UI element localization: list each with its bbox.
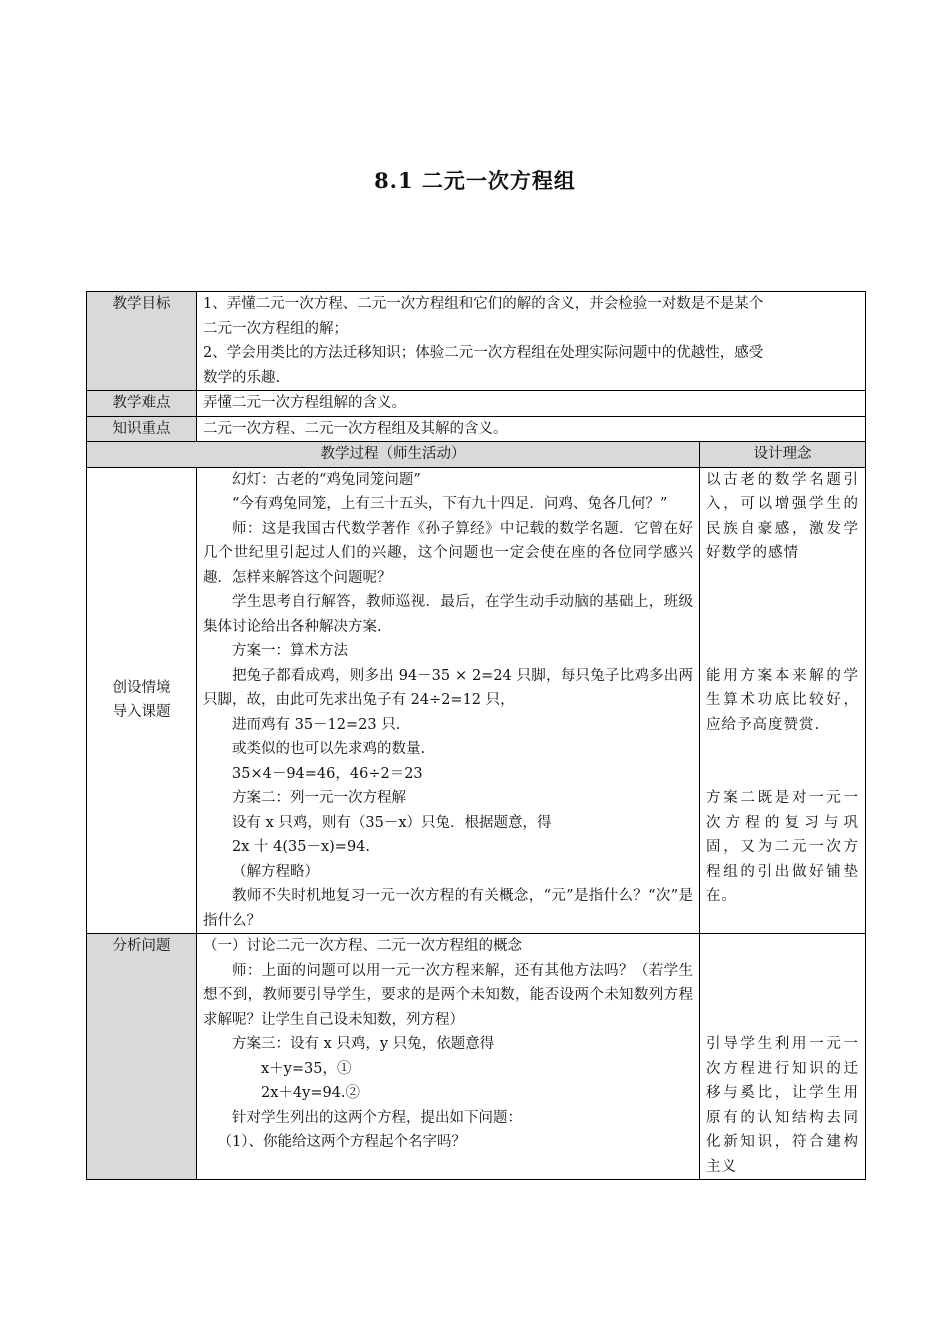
objectives-content [197,292,866,391]
equation-1: x＋y=35，① [261,1060,352,1077]
concept-note: 能用方案本来解的学生算术功底比较好，应给予高度赞赏. [706,667,860,733]
row-difficulty [87,391,866,417]
analysis-process [197,934,700,1180]
objective-line: 2、学会用类比的方法迁移知识；体验二元一次方程组在处理实际问题中的优越性，感受 [203,345,764,361]
intro-concept [700,467,866,934]
label-intro [87,467,197,934]
analysis-question: （1）、你能给这两个方程起个名字吗？ [217,1134,466,1150]
page-title: 8.1 二元一次方程组 [374,168,576,193]
intro-paragraph: 幻灯：古老的“鸡兔同笼问题” [232,471,421,488]
analysis-concept [700,934,866,1180]
header-concept: 设计理念 [700,442,866,468]
concept-note: 引导学生利用一元一次方程进行知识的迁移与奚比，让学生用原有的认知结构去同化新知识，符合建构主义 [706,1036,860,1175]
concept-note: 以古老的数学名题引入，可以增强学生的民族自豪感，激发学好数学的感情 [706,471,860,561]
label-difficulty: 教学难点 [87,391,197,417]
row-intro [87,467,866,934]
intro-paragraph: 35×4－94=46，46÷2＝23 [232,765,423,782]
analysis-paragraph: 师：上面的问题可以用一元一次方程来解，还有其他方法吗？（若学生想不到，教师要引导学生，要求的是两个未知数，能否设两个未知数列方程求解呢？让学生自己设未知数，列方程） [203,962,693,1028]
row-analysis [87,934,866,1180]
intro-paragraph: “今有鸡兔同笼，上有三十五头，下有九十四足．问鸡、兔各几何？” [232,496,668,512]
intro-paragraph: 进而鸡有 35－12=23 只. [232,716,401,733]
keypoints-content: 二元一次方程、二元一次方程组及其解的含义。 [197,416,866,442]
intro-process [197,467,700,934]
label-objectives: 教学目标 [87,292,197,391]
intro-paragraph: 设有 x 只鸡，则有（35－x）只兔．根据题意，得 [232,814,552,831]
difficulty-content: 弄懂二元一次方程组解的含义。 [197,391,866,417]
row-header [87,442,866,468]
lesson-plan-table [86,291,866,1180]
analysis-paragraph: （一）讨论二元一次方程、二元一次方程组的概念 [203,938,522,954]
analysis-paragraph: 针对学生列出的这两个方程，提出如下问题： [232,1109,522,1126]
intro-paragraph: 把兔子都看成鸡，则多出 94－35 × 2=24 只脚，每只兔子比鸡多出两只脚，故，由此可先求出兔子有 24÷2=12 只， [203,667,693,708]
row-objectives [87,292,866,391]
label-intro-line2: 导入课题 [112,704,171,721]
label-analysis: 分析问题 [87,934,197,1180]
intro-paragraph: 教师不失时机地复习一元一次方程的有关概念，“元”是指什么？“次”是指什么？ [203,888,693,929]
intro-paragraph: 学生思考自行解答，教师巡视．最后，在学生动手动脑的基础上，班级集体讨论给出各种解决方案. [203,594,693,635]
label-intro-line1: 创设情境 [112,679,171,696]
analysis-paragraph: 方案三：设有 x 只鸡，y 只兔，依题意得 [232,1036,495,1052]
row-keypoints [87,416,866,442]
concept-note: 方案二既是对一元一次方程的复习与巩固，又为二元一次方程组的引出做好铺垫在。 [706,790,860,904]
header-process: 教学过程（师生活动） [87,442,700,468]
equation-2: 2x＋4y=94.② [261,1085,361,1101]
intro-paragraph: 师：这是我国古代数学著作《孙子算经》中记载的数学名题．它曾在好几个世纪里引起过人们的兴趣，这个问题也一定会使在座的各位同学感兴趣．怎样来解答这个问题呢？ [203,520,693,586]
label-keypoints: 知识重点 [87,416,197,442]
objective-line: 二元一次方程组的解； [203,320,348,337]
intro-paragraph: 方案二：列一元一次方程解 [232,790,406,806]
objective-line: 1、弄懂二元一次方程、二元一次方程组和它们的解的含义，并会检验一对数是不是某个 [203,296,764,312]
intro-paragraph: 2x 十 4(35－x)=94. [232,839,370,855]
intro-paragraph: 方案一：算术方法 [232,643,348,659]
intro-paragraph: 或类似的也可以先求鸡的数量. [232,741,426,757]
intro-paragraph: （解方程略） [232,863,319,880]
objective-line: 数学的乐趣. [203,369,281,386]
